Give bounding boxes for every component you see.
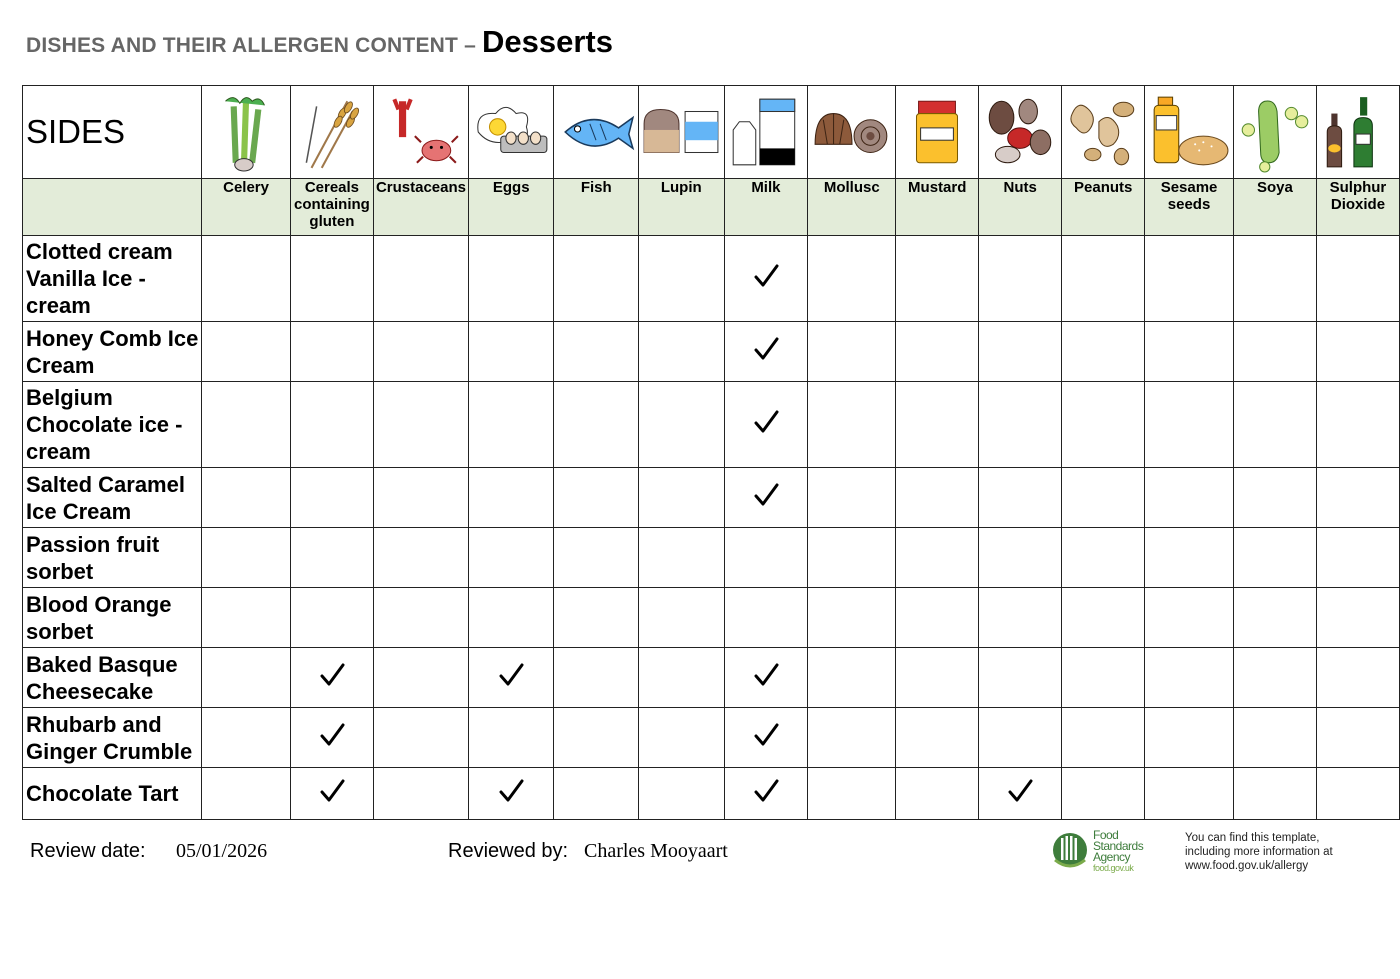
allergen-cell [724, 468, 808, 528]
allergen-cell [1316, 528, 1399, 588]
allergen-cell [1062, 468, 1145, 528]
allergen-cell [896, 322, 979, 382]
dish-name: Clotted cream Vanilla Ice - cream [23, 236, 202, 322]
checkmark-icon [319, 662, 345, 688]
allergen-cell [979, 528, 1062, 588]
dish-row [23, 528, 1400, 588]
allergen-cell [979, 468, 1062, 528]
allergen-cell [373, 236, 468, 322]
dish-name: Belgium Chocolate ice - cream [23, 382, 202, 468]
allergen-cell [554, 708, 639, 768]
allergen-column-header: Crustaceans [373, 179, 468, 236]
crustaceans-icon [373, 86, 468, 179]
allergen-cell [1316, 708, 1399, 768]
allergen-cell [290, 708, 373, 768]
allergen-cell [290, 588, 373, 648]
allergen-cell [554, 768, 639, 820]
dish-row [23, 708, 1400, 768]
allergen-cell [1233, 382, 1316, 468]
review-date-value: 05/01/2026 [176, 840, 268, 862]
allergen-cell [1062, 322, 1145, 382]
allergen-column-header: Nuts [979, 179, 1062, 236]
dish-name: Passion fruit sorbet [23, 528, 202, 588]
sesame-icon [1145, 86, 1234, 179]
page-title [26, 24, 613, 60]
allergen-cell [724, 528, 808, 588]
allergen-cell [202, 236, 291, 322]
allergen-cell [639, 528, 724, 588]
allergen-cell [979, 648, 1062, 708]
allergen-cell [1062, 648, 1145, 708]
allergen-cell [896, 768, 979, 820]
checkmark-icon [753, 409, 779, 435]
allergen-cell [554, 236, 639, 322]
allergen-cell [1316, 588, 1399, 648]
checkmark-icon [753, 722, 779, 748]
allergen-cell [724, 648, 808, 708]
allergen-cell [639, 768, 724, 820]
allergen-cell [1233, 322, 1316, 382]
fsa-line-3: Agency [1093, 850, 1131, 864]
allergen-cell [373, 768, 468, 820]
checkmark-icon [319, 778, 345, 804]
fsa-line-1: Food [1093, 828, 1119, 842]
allergen-cell [1062, 236, 1145, 322]
allergen-column-header: Sesame seeds [1145, 179, 1234, 236]
allergen-cell [469, 588, 554, 648]
allergen-cell [639, 322, 724, 382]
allergen-cell [554, 648, 639, 708]
dish-name: Rhubarb and Ginger Crumble [23, 708, 202, 768]
allergen-column-header: Cereals containing gluten [290, 179, 373, 236]
allergen-cell [554, 468, 639, 528]
allergen-cell [202, 708, 291, 768]
allergen-cell [1145, 588, 1234, 648]
allergen-cell [554, 528, 639, 588]
allergen-cell [979, 382, 1062, 468]
wheat-icon [290, 86, 373, 179]
checkmark-icon [1007, 778, 1033, 804]
allergen-cell [639, 708, 724, 768]
sides-header: SIDES [23, 86, 202, 179]
checkmark-icon [498, 662, 524, 688]
allergen-cell [724, 768, 808, 820]
allergen-cell [373, 528, 468, 588]
celery-icon [202, 86, 291, 179]
allergen-cell [1233, 588, 1316, 648]
dish-name: Blood Orange sorbet [23, 588, 202, 648]
allergen-cell [639, 382, 724, 468]
allergen-cell [202, 468, 291, 528]
checkmark-icon [753, 263, 779, 289]
allergen-cell [1062, 528, 1145, 588]
allergen-cell [469, 648, 554, 708]
allergen-cell [202, 768, 291, 820]
allergen-cell [896, 528, 979, 588]
allergen-cell [202, 648, 291, 708]
dish-name: Salted Caramel Ice Cream [23, 468, 202, 528]
allergen-cell [1145, 468, 1234, 528]
allergen-cell [1145, 648, 1234, 708]
allergen-cell [202, 528, 291, 588]
page-subtitle: DISHES AND THEIR ALLERGEN CONTENT – [26, 34, 476, 57]
checkmark-icon [753, 482, 779, 508]
allergen-cell [1145, 382, 1234, 468]
allergen-cell [979, 322, 1062, 382]
allergen-cell [202, 588, 291, 648]
allergen-cell [808, 468, 896, 528]
allergen-cell [554, 322, 639, 382]
allergen-cell [373, 468, 468, 528]
reviewed-by-label: Reviewed by: [448, 840, 569, 862]
allergen-cell [1316, 322, 1399, 382]
milk-icon [724, 86, 808, 179]
peanuts-icon [1062, 86, 1145, 179]
allergen-cell [979, 708, 1062, 768]
allergen-cell [469, 468, 554, 528]
lupin-icon [639, 86, 724, 179]
allergen-cell [1145, 708, 1234, 768]
allergen-cell [290, 236, 373, 322]
allergen-cell [896, 708, 979, 768]
allergen-cell [724, 236, 808, 322]
allergen-column-header: Fish [554, 179, 639, 236]
allergen-cell [373, 648, 468, 708]
allergen-cell [1145, 236, 1234, 322]
allergen-cell [1316, 468, 1399, 528]
allergen-cell [1233, 648, 1316, 708]
allergen-cell [1316, 382, 1399, 468]
allergen-cell [896, 382, 979, 468]
allergen-cell [1233, 768, 1316, 820]
allergen-column-header: Eggs [469, 179, 554, 236]
allergen-cell [808, 322, 896, 382]
allergen-cell [1145, 322, 1234, 382]
fsa-wordmark [1093, 830, 1143, 874]
page-heading: Desserts [481, 24, 613, 59]
allergen-cell [808, 588, 896, 648]
allergen-cell [554, 382, 639, 468]
dish-name: Chocolate Tart [23, 768, 202, 820]
allergen-cell [808, 236, 896, 322]
allergen-cell [469, 528, 554, 588]
allergen-cell [808, 382, 896, 468]
allergen-cell [1233, 528, 1316, 588]
allergen-cell [1062, 382, 1145, 468]
allergen-cell [639, 468, 724, 528]
allergen-cell [979, 588, 1062, 648]
allergen-column-header: Mollusc [808, 179, 896, 236]
allergen-cell [1062, 768, 1145, 820]
allergen-column-header: Lupin [639, 179, 724, 236]
allergen-cell [1233, 468, 1316, 528]
allergen-column-header: Milk [724, 179, 808, 236]
allergen-cell [1062, 588, 1145, 648]
allergen-cell [896, 588, 979, 648]
allergen-cell [1233, 236, 1316, 322]
allergen-cell [808, 768, 896, 820]
allergen-cell [1316, 648, 1399, 708]
allergen-cell [639, 236, 724, 322]
fsa-domain: food.gov.uk [1093, 863, 1134, 873]
allergen-cell [808, 708, 896, 768]
dish-row [23, 768, 1400, 820]
allergen-cell [808, 648, 896, 708]
eggs-icon [469, 86, 554, 179]
dish-row [23, 322, 1400, 382]
allergen-column-header: Celery [202, 179, 291, 236]
allergen-cell [724, 588, 808, 648]
dish-name: Baked Basque Cheesecake [23, 648, 202, 708]
dish-row [23, 236, 1400, 322]
allergen-cell [373, 322, 468, 382]
nuts-icon [979, 86, 1062, 179]
sulphur-dioxide-icon [1316, 86, 1399, 179]
checkmark-icon [753, 662, 779, 688]
allergen-cell [1145, 768, 1234, 820]
allergen-cell [373, 708, 468, 768]
allergen-cell [979, 236, 1062, 322]
fish-icon [554, 86, 639, 179]
allergen-cell [290, 648, 373, 708]
allergen-column-header: Soya [1233, 179, 1316, 236]
allergen-cell [1233, 708, 1316, 768]
allergen-cell [469, 768, 554, 820]
fsa-line-2: Standards [1093, 839, 1144, 853]
checkmark-icon [498, 778, 524, 804]
mollusc-icon [808, 86, 896, 179]
allergen-cell [469, 322, 554, 382]
allergen-cell [290, 322, 373, 382]
dish-row [23, 382, 1400, 468]
allergen-cell [202, 382, 291, 468]
allergen-cell [290, 382, 373, 468]
allergen-cell [896, 468, 979, 528]
allergen-cell [469, 236, 554, 322]
allergen-cell [808, 528, 896, 588]
allergen-cell [1062, 708, 1145, 768]
allergen-cell [469, 708, 554, 768]
allergen-cell [1316, 236, 1399, 322]
allergen-cell [290, 468, 373, 528]
allergen-column-header: Sulphur Dioxide [1316, 179, 1399, 236]
allergen-column-header: Mustard [896, 179, 979, 236]
allergen-table [22, 85, 1400, 820]
allergen-cell [724, 382, 808, 468]
checkmark-icon [319, 722, 345, 748]
checkmark-icon [753, 778, 779, 804]
template-info-note: You can find this template, including more information at www.food.gov.uk/allergy [1185, 832, 1333, 872]
dish-name: Honey Comb Ice Cream [23, 322, 202, 382]
allergen-cell [979, 768, 1062, 820]
allergen-cell [639, 648, 724, 708]
allergen-cell [202, 322, 291, 382]
reviewed-by-value: Charles Mooyaart [584, 840, 728, 862]
allergen-cell [554, 588, 639, 648]
allergen-cell [724, 322, 808, 382]
allergen-cell [1145, 528, 1234, 588]
dish-row [23, 648, 1400, 708]
allergen-cell [724, 708, 808, 768]
dish-row [23, 468, 1400, 528]
mustard-icon [896, 86, 979, 179]
review-date-label: Review date: [30, 840, 146, 862]
soya-icon [1233, 86, 1316, 179]
allergen-cell [896, 236, 979, 322]
checkmark-icon [753, 336, 779, 362]
allergen-cell [1316, 768, 1399, 820]
allergen-cell [896, 648, 979, 708]
allergen-cell [290, 528, 373, 588]
allergen-cell [290, 768, 373, 820]
allergen-cell [373, 382, 468, 468]
allergen-cell [639, 588, 724, 648]
allergen-column-header: Peanuts [1062, 179, 1145, 236]
allergen-cell [373, 588, 468, 648]
allergen-cell [469, 382, 554, 468]
dish-row [23, 588, 1400, 648]
dish-column-header [23, 179, 202, 236]
